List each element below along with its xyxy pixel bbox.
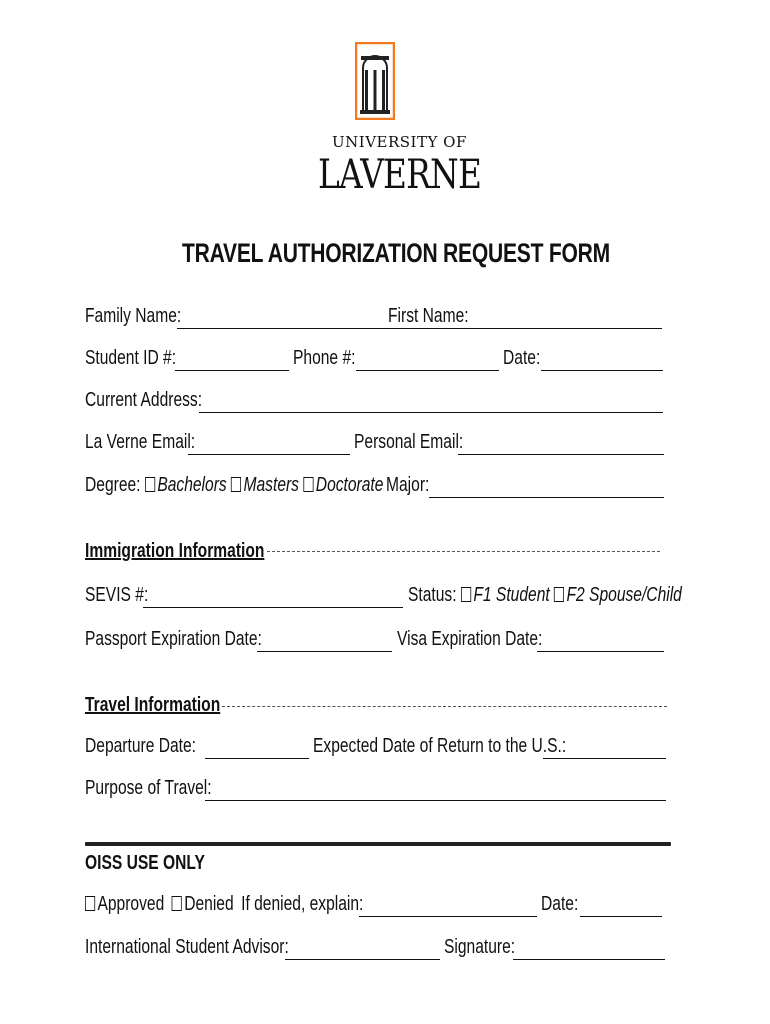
approved-checkbox[interactable] — [85, 896, 95, 911]
bachelors-label: Bachelors — [157, 474, 227, 496]
section-divider — [267, 551, 660, 552]
student-id-field[interactable] — [175, 370, 289, 371]
status-label: Status: — [408, 584, 457, 606]
departure-date-field[interactable] — [205, 758, 309, 759]
advisor-field[interactable] — [285, 959, 440, 960]
signature-field[interactable] — [513, 959, 665, 960]
status-group — [408, 584, 682, 607]
phone-label: Phone #: — [293, 347, 356, 369]
phone-field[interactable] — [356, 370, 499, 371]
masters-label: Masters — [243, 474, 299, 496]
sevis-label: SEVIS #: — [85, 584, 149, 606]
f2-spouse-checkbox[interactable] — [554, 587, 564, 602]
family-name-field[interactable] — [177, 328, 467, 329]
bachelors-checkbox[interactable] — [145, 477, 155, 492]
advisor-label: International Student Advisor: — [85, 936, 289, 958]
purpose-of-travel-label: Purpose of Travel: — [85, 777, 212, 799]
f1-student-checkbox[interactable] — [461, 587, 471, 602]
denied-checkbox[interactable] — [172, 896, 182, 911]
approved-label: Approved — [97, 893, 165, 915]
oiss-date-label: Date: — [541, 893, 579, 915]
university-of-text: UNIVERSITY OF — [332, 133, 467, 151]
first-name-label: First Name: — [388, 305, 469, 327]
purpose-of-travel-field[interactable] — [205, 800, 666, 801]
denied-label: Denied — [184, 893, 234, 915]
travel-heading: Travel Information — [85, 694, 221, 716]
current-address-label: Current Address: — [85, 389, 203, 411]
doctorate-checkbox[interactable] — [303, 477, 313, 492]
form-title: TRAVEL AUTHORIZATION REQUEST FORM — [182, 238, 610, 268]
decision-group — [85, 893, 363, 916]
f2-spouse-label: F2 Spouse/Child — [566, 584, 682, 606]
masters-checkbox[interactable] — [231, 477, 241, 492]
sevis-field[interactable] — [143, 607, 403, 608]
f1-student-label: F1 Student — [473, 584, 550, 606]
section-separator — [85, 842, 671, 846]
personal-email-field[interactable] — [458, 454, 664, 455]
section-divider — [222, 706, 667, 707]
personal-email-label: Personal Email: — [354, 431, 464, 453]
major-label: Major: — [386, 474, 430, 496]
date-field[interactable] — [541, 370, 663, 371]
university-name: LAVERNE — [318, 152, 482, 198]
major-field[interactable] — [429, 497, 664, 498]
laverne-email-label: La Verne Email: — [85, 431, 196, 453]
family-name-label: Family Name: — [85, 305, 182, 327]
university-pillar-logo-icon — [355, 42, 395, 120]
oiss-date-field[interactable] — [580, 916, 662, 917]
passport-expiration-label: Passport Expiration Date: — [85, 628, 262, 650]
passport-expiration-field[interactable] — [257, 651, 392, 652]
immigration-heading: Immigration Information — [85, 540, 265, 562]
first-name-field[interactable] — [467, 328, 662, 329]
explain-field[interactable] — [359, 916, 537, 917]
laverne-email-field[interactable] — [188, 454, 350, 455]
current-address-field[interactable] — [199, 412, 663, 413]
doctorate-label: Doctorate — [315, 474, 384, 496]
date-label: Date: — [503, 347, 541, 369]
return-date-label: Expected Date of Return to the U.S.: — [313, 735, 567, 757]
explain-label: If denied, explain: — [241, 893, 364, 915]
departure-date-label: Departure Date: — [85, 735, 196, 757]
visa-expiration-label: Visa Expiration Date: — [397, 628, 543, 650]
visa-expiration-field[interactable] — [537, 651, 664, 652]
signature-label: Signature: — [444, 936, 516, 958]
oiss-heading: OISS USE ONLY — [85, 852, 205, 874]
degree-group — [85, 474, 383, 497]
return-date-field[interactable] — [543, 758, 666, 759]
degree-label: Degree: — [85, 474, 141, 496]
student-id-label: Student ID #: — [85, 347, 177, 369]
